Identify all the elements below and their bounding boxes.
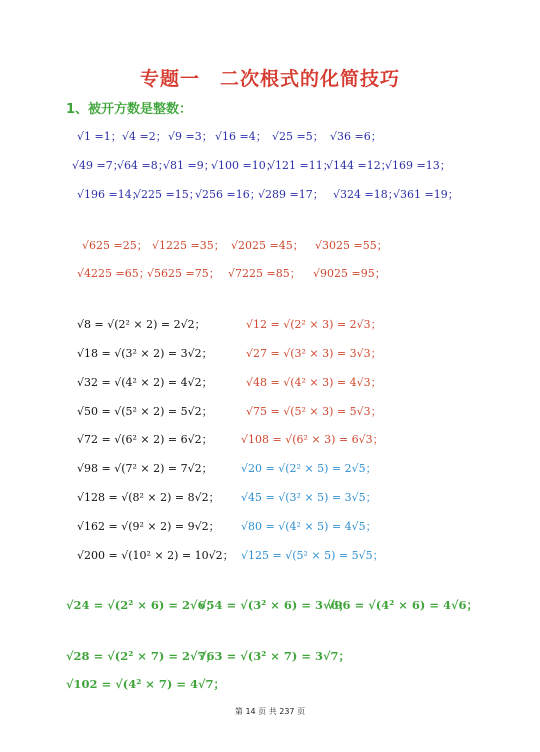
example-item: √102 = √(4² × 7) = 4√7； (66, 677, 226, 691)
example-item: √1225 =35； (152, 239, 225, 252)
example-item: √289 =17； (258, 188, 324, 201)
example-item: √125 = √(5² × 5) = 5√5； (241, 549, 384, 562)
example-item: √121 =11； (268, 159, 334, 172)
example-item: √16 =4； (215, 130, 267, 143)
page-title: 专题一 二次根式的化简技巧 (139, 68, 400, 90)
example-item: √144 =12； (326, 159, 392, 172)
example-item: √128 = √(8² × 2) = 8√2； (77, 491, 220, 504)
example-item: √81 =9； (163, 159, 215, 172)
example-item: √36 =6； (330, 130, 382, 143)
example-item: √75 = √(5² × 3) = 5√3； (246, 405, 382, 418)
example-item: √162 = √(9² × 2) = 9√2； (77, 520, 220, 533)
example-item: √3025 =55； (315, 239, 388, 252)
example-item: √4 =2； (122, 130, 167, 143)
example-item: √625 =25； (82, 239, 148, 252)
example-item: √324 =18； (333, 188, 399, 201)
example-item: √108 = √(6² × 3) = 6√3； (241, 433, 384, 446)
example-item: √48 = √(4² × 3) = 4√3； (246, 376, 382, 389)
example-item: √28 = √(2² × 7) = 2√7； (66, 649, 218, 663)
example-item: √1 =1； (77, 130, 122, 143)
example-item: √12 = √(2² × 3) = 2√3； (246, 318, 382, 331)
example-item: √4225 =65； (77, 267, 150, 280)
example-item: √9 =3； (168, 130, 213, 143)
example-item: √50 = √(5² × 2) = 5√2； (77, 405, 213, 418)
example-item: √5625 =75； (147, 267, 220, 280)
example-item: √361 =19； (393, 188, 459, 201)
example-item: √45 = √(3² × 5) = 3√5； (241, 491, 377, 504)
example-item: √63 = √(3² × 7) = 3√7； (199, 649, 351, 663)
page-footer: 第 14 页 共 237 页 (234, 707, 306, 716)
example-item: √49 =7； (72, 159, 124, 172)
example-item: √18 = √(3² × 2) = 3√2； (77, 347, 213, 360)
example-item: √100 =10； (211, 159, 277, 172)
example-item: √32 = √(4² × 2) = 4√2； (77, 376, 213, 389)
example-item: √96 = √(4² × 6) = 4√6； (327, 598, 479, 612)
example-item: √9025 =95； (313, 267, 386, 280)
example-item: √256 =16； (195, 188, 261, 201)
example-item: √196 =14； (77, 188, 143, 201)
example-item: √225 =15； (134, 188, 200, 201)
example-item: √2025 =45； (231, 239, 304, 252)
example-item: √25 =5； (272, 130, 324, 143)
example-item: √169 =13； (385, 159, 451, 172)
example-item: √54 = √(3² × 6) = 3√6； (199, 598, 351, 612)
section-heading: 1、被开方数是整数： (66, 102, 193, 117)
example-item: √98 = √(7² × 2) = 7√2； (77, 462, 213, 475)
example-item: √64 =8； (117, 159, 169, 172)
example-item: √20 = √(2² × 5) = 2√5； (241, 462, 377, 475)
example-item: √200 = √(10² × 2) = 10√2； (77, 549, 234, 562)
example-item: √72 = √(6² × 2) = 6√2； (77, 433, 213, 446)
example-item: √8 = √(2² × 2) = 2√2； (77, 318, 206, 331)
example-item: √80 = √(4² × 5) = 4√5； (241, 520, 377, 533)
example-item: √7225 =85； (228, 267, 301, 280)
example-item: √24 = √(2² × 6) = 2√6； (66, 598, 218, 612)
example-item: √27 = √(3² × 3) = 3√3； (246, 347, 382, 360)
